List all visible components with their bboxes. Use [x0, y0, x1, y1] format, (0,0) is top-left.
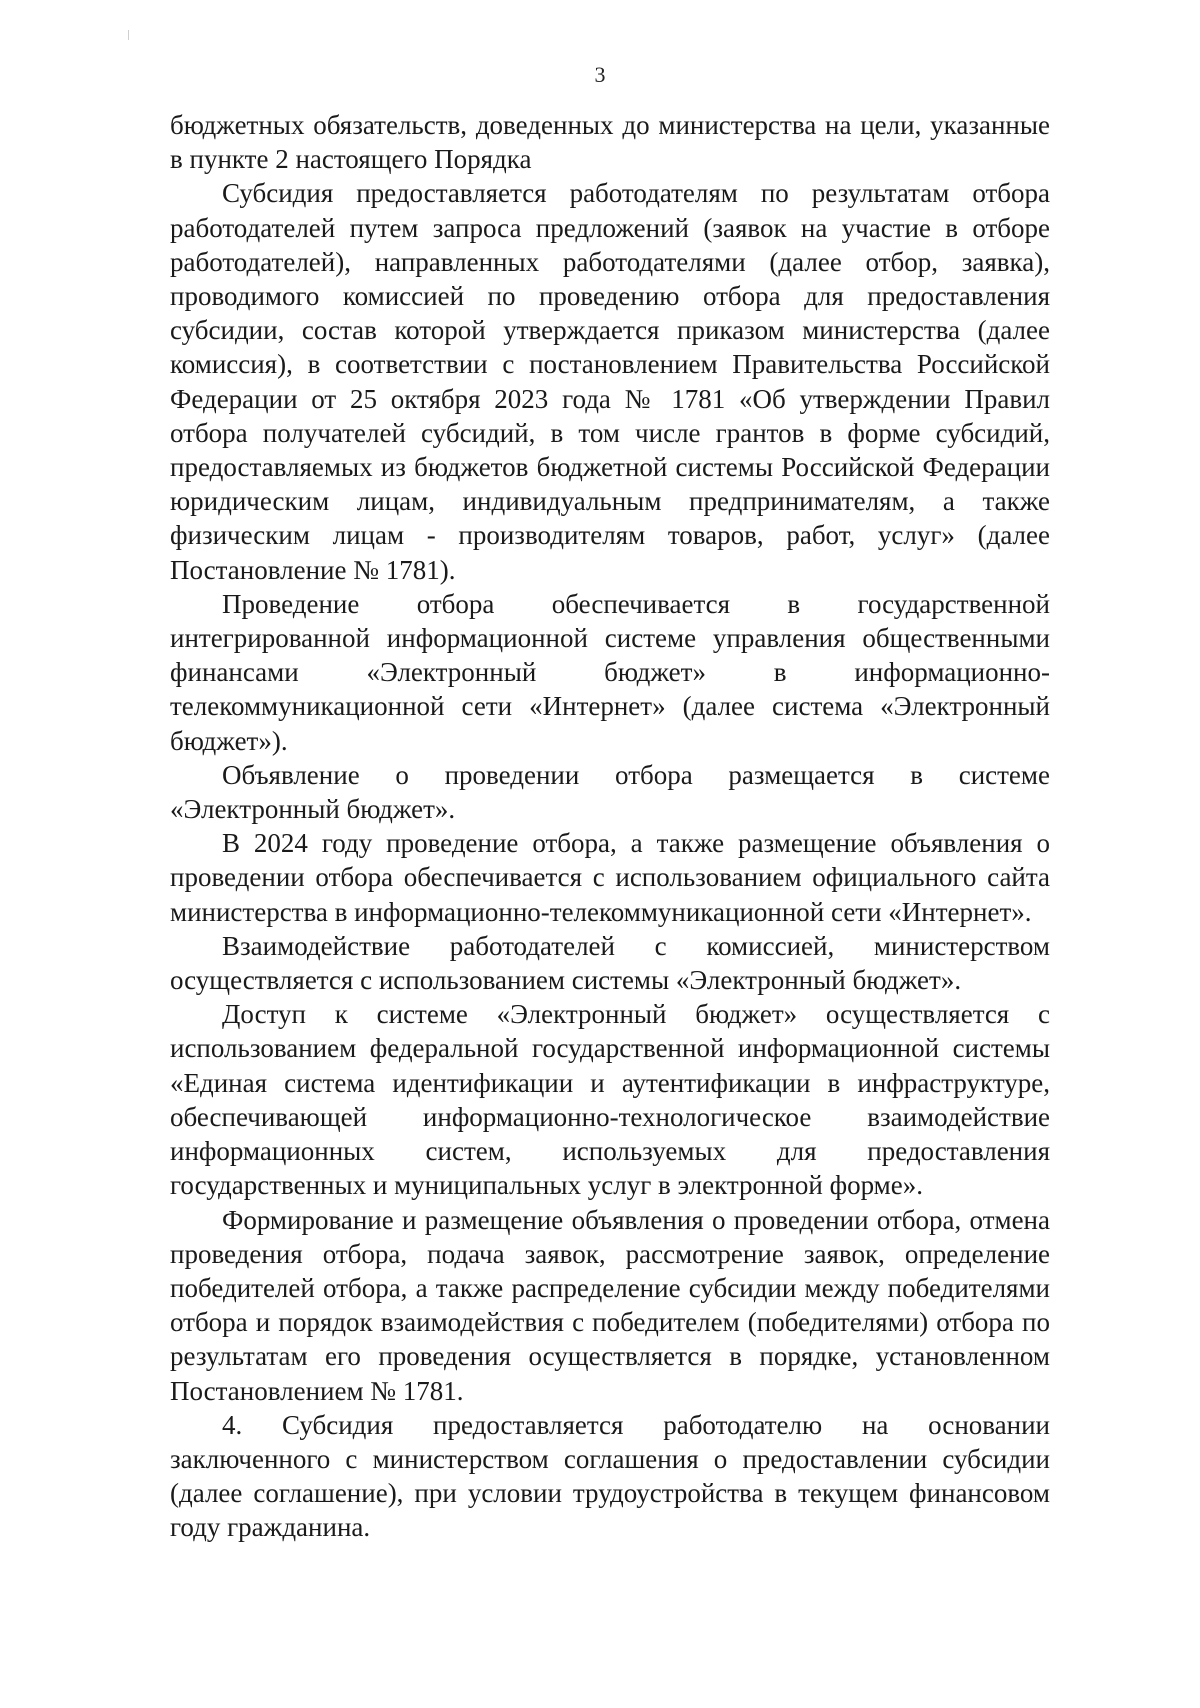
paragraph-budget-obligations: бюджетных обязательств, доведенных до министерства на цели, указанные в пункте 2 настоящего Порядка: [170, 110, 1050, 175]
paragraph-2024-selection: В 2024 году проведение отбора, а также размещение объявления о проведении отбора обеспечивается с использованием официального сайта министерства в информационно-телекоммуникационной сети «Интернет».: [170, 828, 1050, 927]
paragraph-announcement: Объявление о проведении отбора размещается в системе «Электронный бюджет».: [170, 759, 1050, 825]
paragraph-access: Доступ к системе «Электронный бюджет» осуществляется с использованием федеральной государственной информационной системы «Единая система идентификации и аутентификации в инфраструктуре, обеспечивающей информационно-технологическое взаимодействие информационных систем, используемых для предоставления государственных и муниципальных услуг в электронной форме».: [170, 999, 1050, 1201]
paragraph-item-4: 4. Субсидия предоставляется работодателю на основании заключенного с министерством соглашения о предоставлении субсидии (далее соглашение), при условии трудоустройства в текущем финансовом году гражданина.: [170, 1409, 1050, 1543]
paragraph-subsidy-selection: Субсидия предоставляется работодателям по результатам отбора работодателей путем запроса предложений (заявок на участие в отборе работодателей), направленных работодателями (далее отбор, заявка), проводимого комиссией по проведению отбора для предоставления субсидии, состав которой утверждается приказом министерства (далее комиссия), в соответствии с постановлением Правительства Российской Федерации от 25 октября 2023 года № 1781 «Об утверждении Правил отбора получателей субсидий, в том числе грантов в форме субсидий, предоставляемых из бюджетов бюджетной системы Российской Федерации юридическим лицам, индивидуальным предпринимателям, а также физическим лицам - производителям товаров, работ, услуг» (далее Постановление № 1781).: [170, 178, 1050, 585]
paragraph-electronic-budget-system: Проведение отбора обеспечивается в государственной интегрированной информационной системе управления общественными финансами «Электронный бюджет» в информационно-телекоммуникационной сети «Интернет» (далее система «Электронный бюджет»).: [170, 588, 1050, 756]
scan-artifact: [128, 30, 129, 40]
paragraph-interaction: Взаимодействие работодателей с комиссией, министерством осуществляется с использованием системы «Электронный бюджет».: [170, 930, 1050, 996]
page-number: 3: [594, 62, 606, 87]
document-body: [170, 108, 1050, 1545]
paragraph-formation: Формирование и размещение объявления о проведении отбора, отмена проведения отбора, подача заявок, рассмотрение заявок, определение победителей отбора, а также распределение субсидии между победителями отбора и порядок взаимодействия с победителем (победителями) отбора по результатам его проведения осуществляется в порядке, установленном Постановлением № 1781.: [170, 1204, 1050, 1406]
